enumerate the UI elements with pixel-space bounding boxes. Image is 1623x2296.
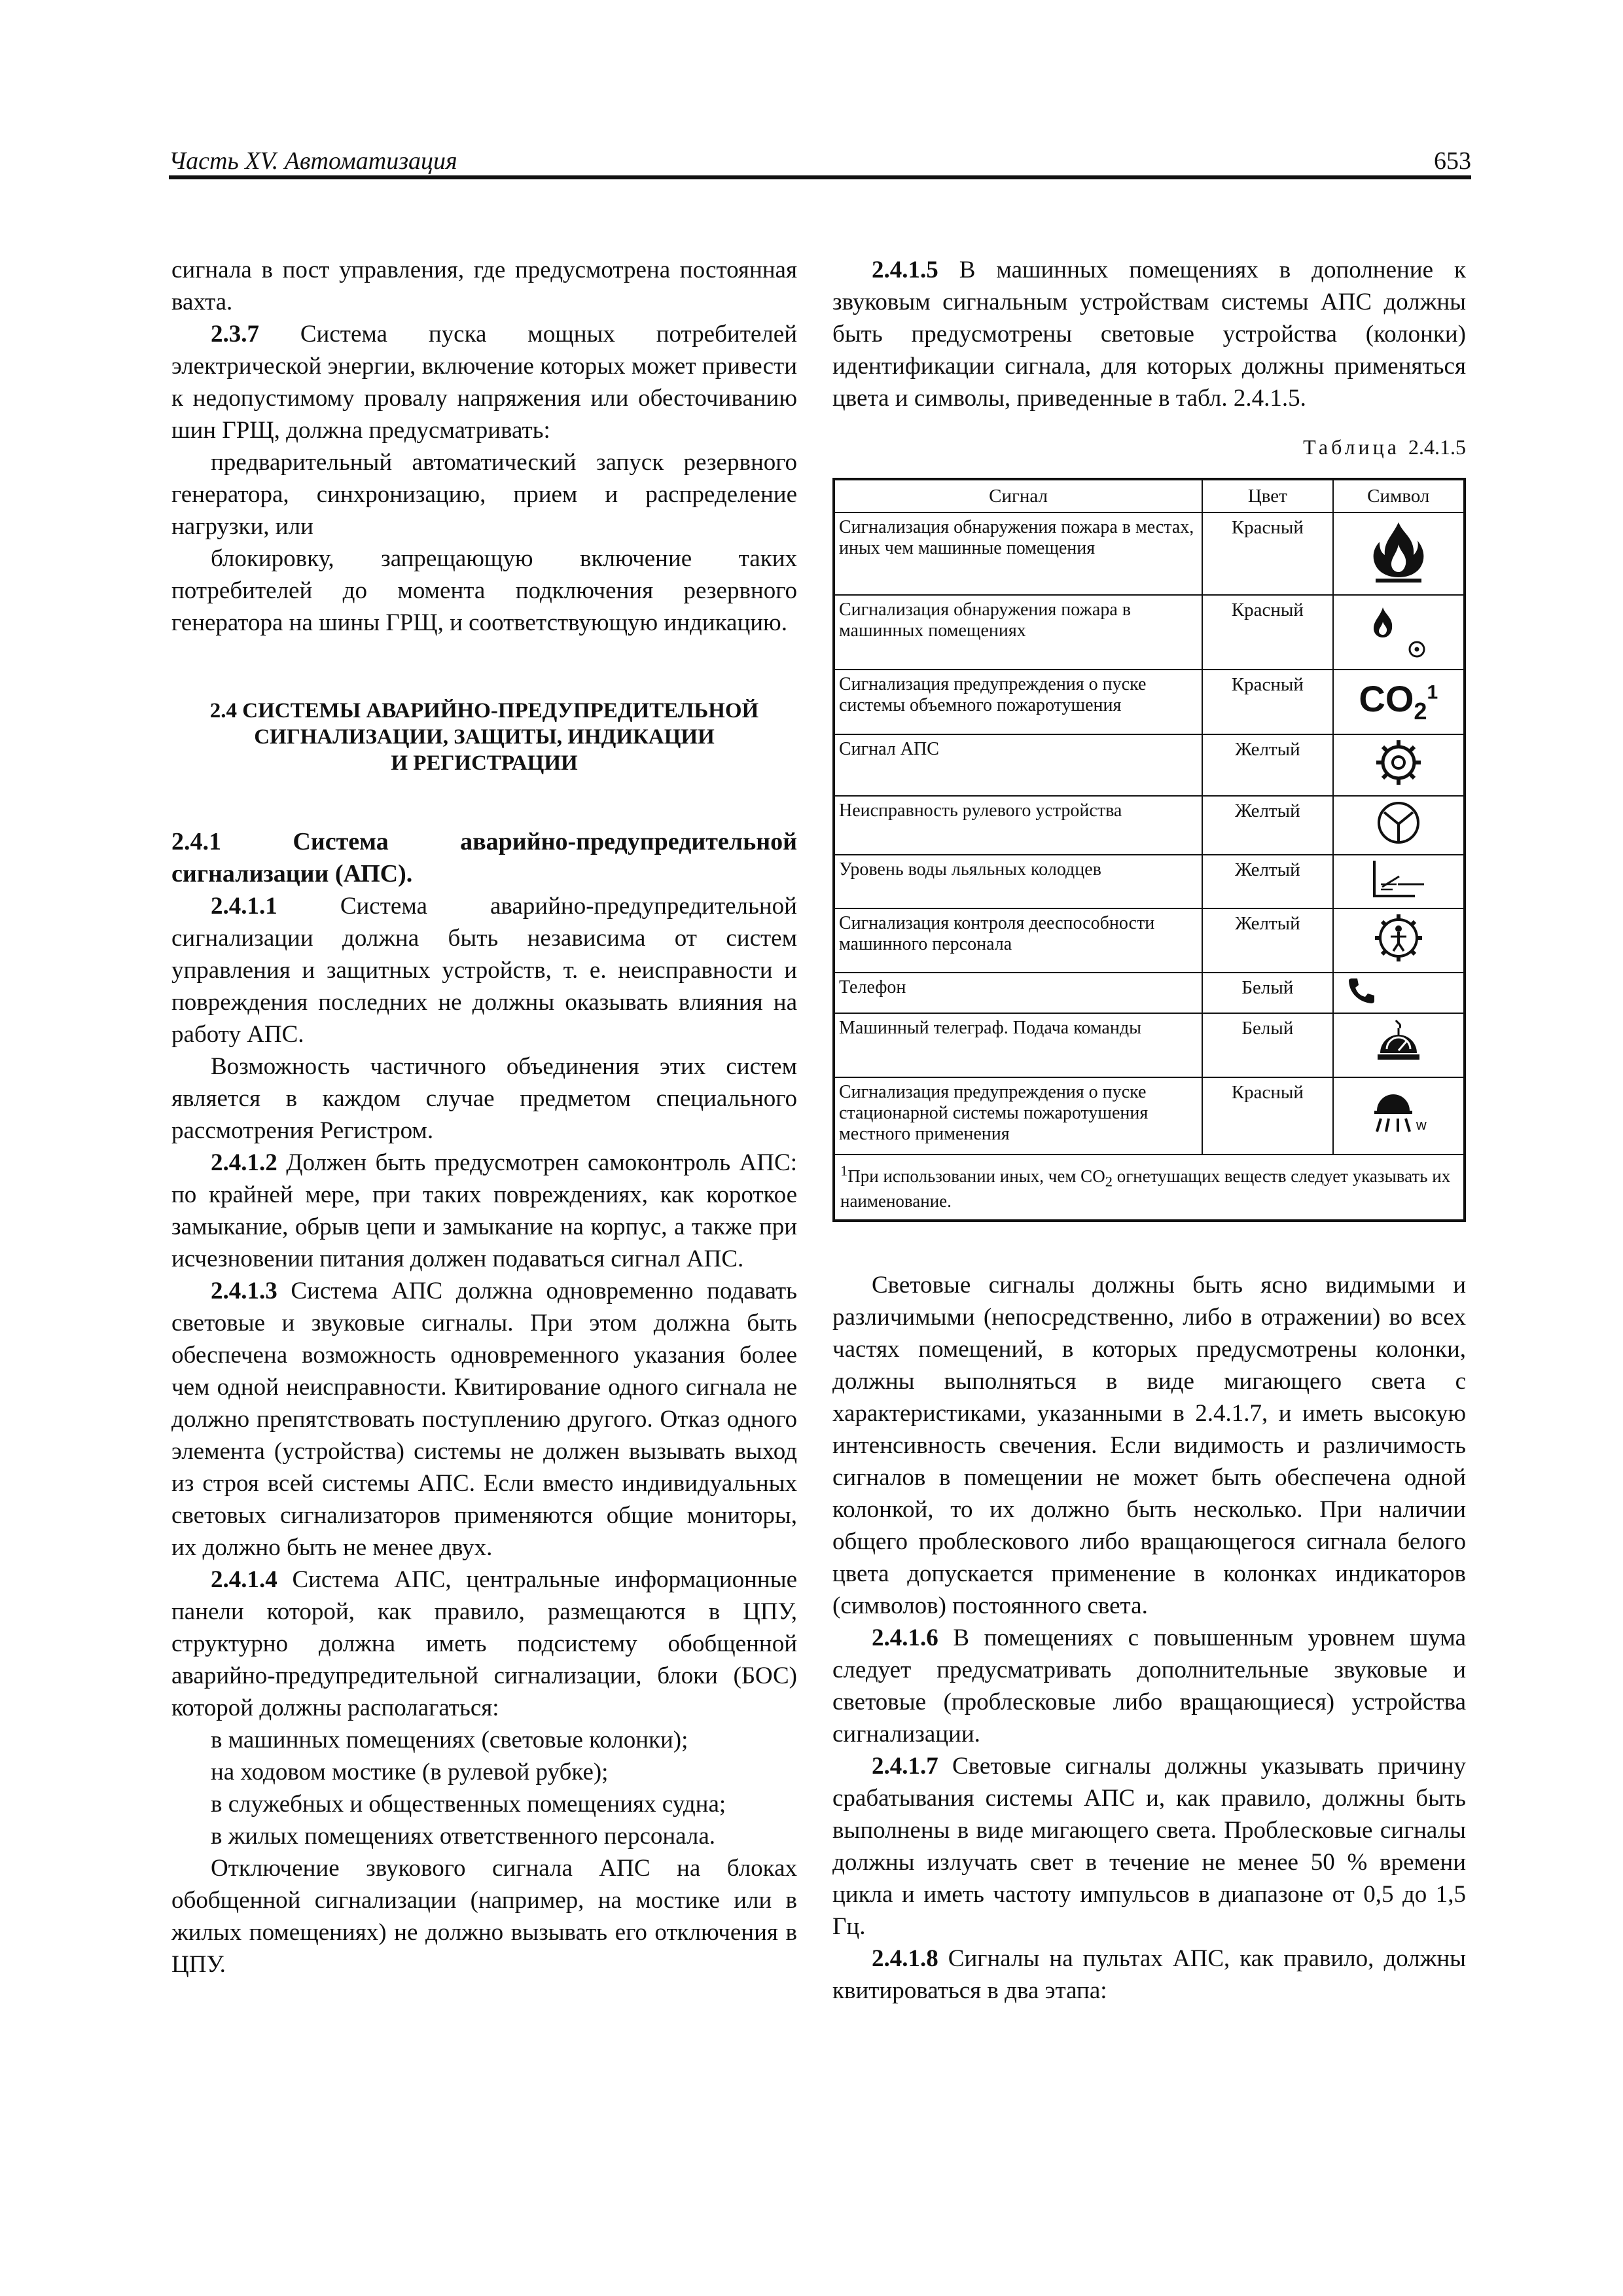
co2-subscript: 2	[1414, 697, 1427, 725]
color-cell: Белый	[1202, 1013, 1332, 1077]
paragraph	[171, 890, 797, 1050]
paragraph: сигнала в пост управления, где предусмотрена постоянная вахта.	[171, 257, 797, 315]
list-item: на ходовом мостике (в рулевой рубке);	[211, 1759, 609, 1785]
co2-superscript: 1	[1427, 681, 1438, 703]
table-row	[834, 512, 1465, 595]
signal-cell: Сигнал АПС	[834, 734, 1202, 796]
co2-icon	[1359, 677, 1438, 725]
footnote-subscript: 2	[1105, 1173, 1113, 1190]
header-rule	[169, 175, 1471, 179]
signal-cell: Уровень воды льяльных колодцев	[834, 855, 1202, 908]
clause-number: 2.4.1.6	[872, 1624, 938, 1652]
paragraph: Отключение звукового сигнала АПС на блоках обобщенной сигнализации (например, на мостике или в жилых помещениях) не должно вызывать его отключения в ЦПУ.	[171, 1855, 797, 1978]
color-cell: Желтый	[1202, 796, 1332, 855]
signal-cell: Сигнализация обнаружения пожара в местах, иных чем машинные помещения	[834, 512, 1202, 595]
list-item: в жилых помещениях ответственного персонала.	[211, 1823, 716, 1850]
left-column	[171, 254, 797, 1981]
sprinkler-icon	[1370, 1091, 1416, 1136]
column-header: Цвет	[1202, 479, 1332, 512]
steering-icon	[1375, 799, 1422, 846]
subsection-title: 2.4.1 Система аварийно-предупредительной сигнализации (АПС).	[171, 828, 797, 888]
symbol-cell	[1333, 1013, 1465, 1077]
clause-number: 2.4.1.4	[211, 1566, 277, 1593]
table-row	[834, 855, 1465, 908]
paragraph	[832, 254, 1466, 414]
table-row	[834, 670, 1465, 734]
color-cell: Красный	[1202, 1077, 1332, 1155]
paragraph: Световые сигналы должны быть ясно видимыми и различимыми (непосредственно, либо в отражении) во всех частях помещений, в которых предусмотрены колонки, должны выполняться в виде мигающего света с характеристиками, указанными в 2.4.1.7, и иметь высокую интенсивность свечения. Если видимость и различимость сигналов в помещении не может быть обеспечена одной колонкой, то их должно быть несколько. При наличии общего проблескового либо вращающегося сигнала белого цвета допускается применение в колонках индикаторов (символов) постоянного света.	[832, 1272, 1466, 1620]
symbol-cell	[1333, 973, 1465, 1013]
paragraph-text: Система АПС должна одновременно подавать световые и звуковые сигналы. При этом должна быть обеспечена возможность одновременного указания более чем одной неисправности. Квитирование одного сигнала не должно препятствовать поступлению другого. Отказ одного элемента (устройства) системы не должен вызывать выход из строя всей системы АПС. Если вместо индивидуальных световых сигнализаторов применяются общие мониторы, их должно быть не менее двух.	[171, 1278, 797, 1561]
table-row	[834, 973, 1465, 1013]
symbol-cell	[1333, 908, 1465, 973]
co2-text: CO	[1359, 677, 1414, 719]
table-footnote	[834, 1155, 1465, 1221]
section-title	[171, 698, 797, 776]
symbol-cell	[1333, 855, 1465, 908]
list-item: предварительный автоматический запуск резервного генератора, синхронизацию, прием и распределение нагрузки, или	[171, 449, 797, 540]
paragraph	[171, 1564, 797, 1724]
table-row	[834, 734, 1465, 796]
clause-number: 2.3.7	[211, 321, 259, 348]
signal-cell: Сигнализация контроля дееспособности машинного персонала	[834, 908, 1202, 973]
paragraph-text: Должен быть предусмотрен самоконтроль АПС: по крайней мере, при таких повреждениях, как короткое замыкание, обрыв цепи и замыкание на корпус, а также при исчезновении питания должен подаваться сигнал АПС.	[171, 1149, 797, 1272]
clause-number: 2.4.1.2	[211, 1149, 277, 1176]
alarm-signal-table	[832, 478, 1466, 1222]
footnote-mark: 1	[840, 1162, 848, 1179]
paragraph	[832, 1943, 1466, 2007]
signal-cell: Неисправность рулевого устройства	[834, 796, 1202, 855]
telephone-icon	[1347, 976, 1376, 1005]
table-row	[834, 1077, 1465, 1155]
paragraph-text: Сигналы на пультах АПС, как правило, должны квитироваться в два этапа:	[832, 1945, 1466, 2005]
table-row	[834, 908, 1465, 973]
large-fire-icon	[1369, 518, 1428, 584]
paragraph-text: В помещениях с повышенным уровнем шума следует предусматривать дополнительные звуковые и световые (проблесковые либо вращающиеся) устройства сигнализации.	[832, 1624, 1466, 1748]
section-title-line: 2.4 СИСТЕМЫ АВАРИЙНО-ПРЕДУПРЕДИТЕЛЬНОЙ	[209, 699, 759, 723]
gear-icon	[1374, 738, 1423, 787]
running-title: Часть XV. Автоматизация	[169, 147, 457, 175]
w-label: w	[1416, 1116, 1427, 1133]
telegraph-icon	[1372, 1016, 1425, 1069]
spacer	[832, 1222, 1466, 1269]
paragraph-text: Система пуска мощных потребителей электрической энергии, включение которых может привести к недопустимому провалу напряжения или обесточиванию шин ГРЩ, должна предусматривать:	[171, 321, 797, 444]
paragraph-text: Система аварийно-предупредительной сигнализации должна быть независима от систем управления и защитных устройств, т. е. неисправности и повреждения последних не должны оказывать влияния на работу АПС.	[171, 893, 797, 1048]
clause-number: 2.4.1.5	[872, 257, 938, 283]
paragraph	[832, 1750, 1466, 1943]
symbol-cell	[1333, 734, 1465, 796]
signal-cell: Телефон	[834, 973, 1202, 1013]
color-cell: Желтый	[1202, 855, 1332, 908]
color-cell: Красный	[1202, 512, 1332, 595]
symbol-cell	[1333, 1077, 1465, 1155]
paragraph	[832, 1622, 1466, 1750]
paragraph: Возможность частичного объединения этих систем является в каждом случае предметом специального рассмотрения Регистром.	[171, 1053, 797, 1144]
section-title-line: И РЕГИСТРАЦИИ	[391, 751, 578, 775]
table-row	[834, 595, 1465, 670]
symbol-cell	[1333, 796, 1465, 855]
list-item: в машинных помещениях (световые колонки);	[211, 1727, 688, 1753]
person-gear-icon	[1372, 912, 1425, 964]
paragraph-text: В машинных помещениях в дополнение к звуковым сигнальным устройствам системы АПС должны быть предусмотрены световые устройства (колонки) идентификации сигнала, для которых должны применяться цвета и символы, приведенные в табл. 2.4.1.5.	[832, 257, 1466, 412]
paragraph	[171, 1147, 797, 1275]
table-row	[834, 1013, 1465, 1077]
clause-number: 2.4.1.7	[872, 1753, 938, 1780]
column-header: Символ	[1333, 479, 1465, 512]
page-header	[169, 145, 1471, 178]
clause-number: 2.4.1.1	[211, 893, 277, 920]
table-caption-word: Таблица	[1303, 435, 1400, 459]
paragraph-text: Световые сигналы должны указывать причину срабатывания системы АПС и, как правило, должны быть выполнены в виде мигающего света. Проблесковые сигналы должны излучать свет в течение не менее 50 % времени цикла и иметь частоту импульсов в диапазоне от 0,5 до 1,5 Гц.	[832, 1753, 1466, 1941]
footnote-text: При использовании иных, чем CO	[847, 1166, 1105, 1186]
list-item: блокировку, запрещающую включение таких потребителей до момента подключения резервного генератора на шины ГРЩ, и соответствующую индикацию.	[171, 545, 797, 636]
color-cell: Белый	[1202, 973, 1332, 1013]
symbol-cell	[1333, 512, 1465, 595]
clause-number: 2.4.1.8	[872, 1945, 938, 1973]
section-title-line: СИГНАЛИЗАЦИИ, ЗАЩИТЫ, ИНДИКАЦИИ	[254, 725, 715, 749]
right-column	[832, 254, 1466, 2007]
paragraph	[171, 318, 797, 446]
signal-cell: Машинный телеграф. Подача команды	[834, 1013, 1202, 1077]
clause-number: 2.4.1.3	[211, 1278, 277, 1304]
signal-cell: Сигнализация обнаружения пожара в машинных помещениях	[834, 595, 1202, 670]
color-cell: Красный	[1202, 670, 1332, 734]
signal-cell: Сигнализация предупреждения о пуске стационарной системы пожаротушения местного применения	[834, 1077, 1202, 1155]
table-note-row	[834, 1155, 1465, 1221]
table-caption-number: 2.4.1.5	[1408, 435, 1466, 459]
table-row	[834, 796, 1465, 855]
symbol-cell	[1333, 595, 1465, 670]
table-header-row	[834, 479, 1465, 512]
bilge-level-icon	[1369, 858, 1428, 900]
local-fire-extinguishing-icon	[1370, 1091, 1427, 1136]
paragraph-text: Система АПС, центральные информационные панели которой, как правило, размещаются в ЦПУ, структурно должна иметь подсистему обобщенной аварийно-предупредительной сигнализации, блоки (БОС) которой должны располагаться:	[171, 1566, 797, 1721]
column-header: Сигнал	[834, 479, 1202, 512]
footnote-text: огнетушащих веществ следует указывать их наименование.	[840, 1166, 1451, 1211]
table-caption	[832, 431, 1466, 463]
color-cell: Желтый	[1202, 908, 1332, 973]
list-item: в служебных и общественных помещениях судна;	[211, 1791, 726, 1818]
fire-machinery-icon	[1359, 598, 1438, 661]
color-cell: Желтый	[1202, 734, 1332, 796]
color-cell: Красный	[1202, 595, 1332, 670]
symbol-cell	[1333, 670, 1465, 734]
signal-cell: Сигнализация предупреждения о пуске системы объемного пожаротушения	[834, 670, 1202, 734]
paragraph	[171, 1275, 797, 1564]
page-number: 653	[1434, 147, 1471, 175]
